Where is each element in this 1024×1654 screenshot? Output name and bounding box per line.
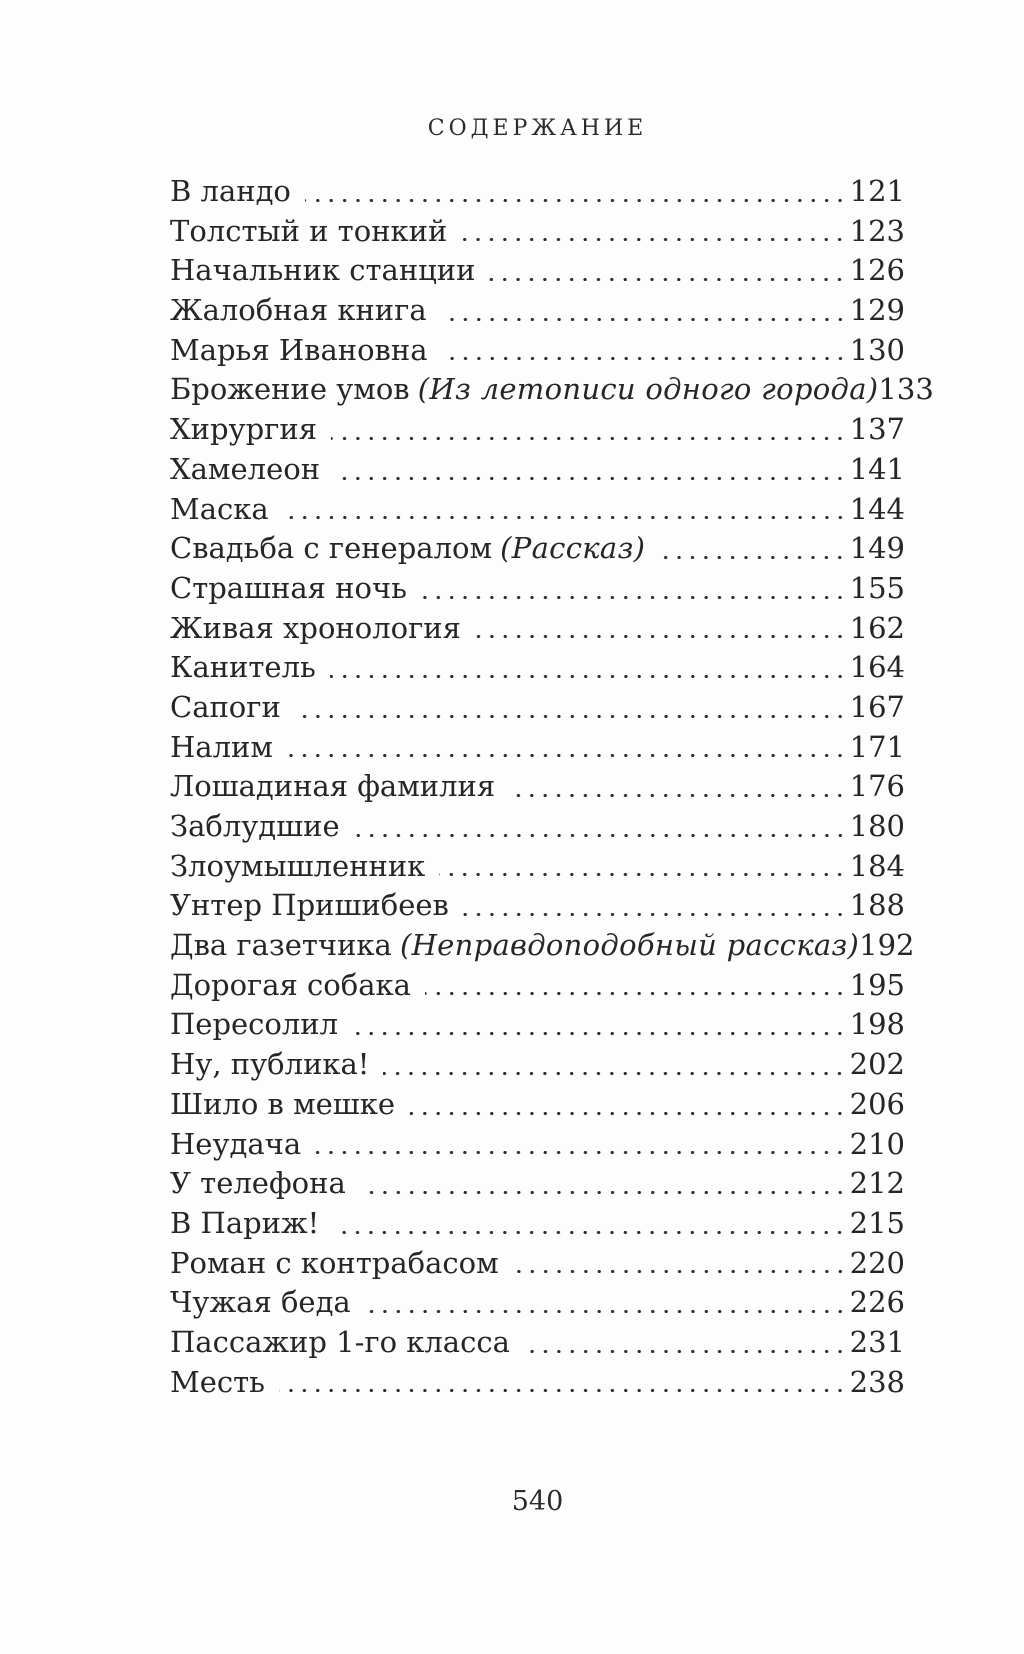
toc-entry-title [170, 569, 407, 609]
toc-entry-note: (Неправдоподобный рассказ) [399, 928, 860, 963]
dot-leader [475, 251, 849, 291]
toc-entry-title-text: Неудача [170, 1126, 302, 1161]
dot-leader [369, 1045, 849, 1085]
toc-entry-title-text: Хирургия [170, 412, 317, 447]
toc-entry-title-text: В Париж! [170, 1205, 320, 1240]
toc-entry-title-text: Хамелеон [170, 451, 321, 486]
toc-entry [170, 212, 905, 252]
toc-entry-page: 141 [849, 451, 905, 486]
dot-leader [428, 331, 850, 371]
dot-leader [499, 1244, 850, 1284]
dot-leader [320, 450, 850, 490]
toc-entry-title-text: Месть [170, 1364, 265, 1399]
toc-entry-title-text: У телефона [170, 1166, 346, 1201]
toc-entry-title-text: Пересолил [170, 1007, 339, 1042]
toc-entry-title-text: Шило в мешке [170, 1086, 396, 1121]
dot-leader [495, 767, 849, 807]
toc-entry [170, 1125, 905, 1165]
toc-entry-title-text: Унтер Пришибеев [170, 888, 449, 923]
toc-entry-page: 133 [878, 372, 934, 407]
toc-entry-title-text: Живая хронология [170, 610, 461, 645]
toc-entry-title [170, 847, 425, 887]
dot-leader [449, 886, 850, 926]
toc-entry-title-text: Заблудшие [170, 809, 340, 843]
toc-entry-page: 202 [849, 1047, 905, 1082]
toc-entry-page: 220 [849, 1245, 905, 1280]
dot-leader [317, 410, 850, 450]
toc-entry-title [170, 529, 645, 569]
toc-entry [170, 1204, 905, 1244]
toc-entry [170, 807, 905, 847]
toc-entry-page: 180 [849, 809, 905, 843]
toc-entry-title-text: Лошадиная фамилия [170, 769, 496, 804]
toc-entry-page: 137 [849, 412, 905, 447]
toc-entry [170, 370, 934, 410]
toc-entry-page: 184 [849, 848, 905, 883]
toc-entry [170, 886, 905, 926]
toc-entry-title-text: Жалобная книга [170, 293, 427, 328]
toc-entry-title-text: Канитель [170, 650, 316, 685]
toc-entry [170, 331, 905, 371]
toc-entry-title-text: Роман с контрабасом [170, 1245, 499, 1280]
toc-entry-title [170, 212, 447, 252]
toc-entry-page: 164 [849, 650, 905, 685]
toc-entry [170, 609, 905, 649]
toc-entry [170, 1164, 905, 1204]
toc-entry-page: 210 [849, 1126, 905, 1161]
toc-entry [170, 688, 905, 728]
toc-entry [170, 648, 905, 688]
dot-leader [407, 569, 850, 609]
dot-leader [291, 172, 850, 212]
toc-entry [170, 291, 905, 331]
toc-entry-page: 130 [849, 332, 905, 367]
toc-entry-title [170, 926, 859, 966]
toc-entry-page: 188 [849, 888, 905, 923]
dot-leader [427, 291, 850, 331]
toc-entry-title [170, 688, 281, 728]
toc-entry-title [170, 1244, 499, 1284]
toc-entry-title-text: Два газетчика [170, 928, 392, 963]
toc-entry-note: (Рассказ) [500, 531, 646, 566]
toc-entry [170, 1283, 905, 1323]
dot-leader [273, 728, 850, 768]
toc-entry [170, 490, 905, 530]
toc-entry [170, 450, 905, 490]
toc-entry [170, 1005, 905, 1045]
toc-entry [170, 1244, 905, 1284]
toc-entry-page: 167 [849, 689, 905, 724]
toc-entry [170, 926, 915, 966]
dot-leader [461, 609, 850, 649]
dot-leader [340, 807, 850, 847]
toc-entry-title-text: Толстый и тонкий [170, 213, 448, 248]
toc-entry-page: 121 [849, 174, 905, 208]
toc-entry-title [170, 1363, 265, 1403]
toc-entry-title [170, 172, 291, 212]
toc-entry-title [170, 1323, 510, 1363]
toc-entry [170, 767, 905, 807]
toc-list [170, 172, 934, 1402]
toc-entry-title [170, 1164, 346, 1204]
dot-leader [510, 1323, 850, 1363]
dot-leader [645, 529, 849, 569]
toc-entry-title-text: Маска [170, 491, 269, 526]
toc-entry-title [170, 1204, 319, 1244]
toc-entry-page: 195 [849, 967, 905, 1002]
toc-entry [170, 172, 905, 212]
toc-entry-title-text: Пассажир 1-го класса [170, 1324, 510, 1359]
toc-entry-page: 206 [849, 1086, 905, 1121]
toc-entry-title [170, 291, 427, 331]
toc-entry [170, 1045, 905, 1085]
toc-entry [170, 251, 905, 291]
page-number-footer: 540 [511, 1486, 564, 1517]
toc-entry-title [170, 807, 340, 847]
toc-entry-title [170, 966, 411, 1006]
toc-heading: СОДЕРЖАНИЕ [427, 116, 648, 141]
toc-entry-page: 171 [849, 729, 905, 764]
dot-leader [425, 847, 849, 887]
toc-entry-page: 129 [849, 293, 905, 328]
toc-entry-title [170, 767, 495, 807]
toc-entry [170, 1363, 905, 1403]
toc-entry [170, 1085, 905, 1125]
toc-entry [170, 728, 905, 768]
toc-entry-page: 155 [849, 570, 905, 605]
toc-entry-title-text: Свадьба с генералом [170, 531, 493, 566]
toc-entry [170, 410, 905, 450]
toc-entry-page: 123 [849, 213, 905, 248]
toc-entry-title-text: Страшная ночь [170, 570, 407, 605]
toc-entry-page: 215 [849, 1205, 905, 1240]
dot-leader [281, 688, 850, 728]
dot-leader [447, 212, 849, 252]
toc-entry-title [170, 728, 273, 768]
toc-entry-page: 226 [849, 1285, 905, 1320]
dot-leader [346, 1164, 850, 1204]
toc-entry [170, 1323, 905, 1363]
toc-entry-title-text: Злоумышленник [170, 848, 426, 883]
toc-entry-title [170, 251, 475, 291]
dot-leader [351, 1283, 850, 1323]
toc-entry-page: 126 [849, 253, 905, 288]
toc-entry-title [170, 1085, 395, 1125]
dot-leader [316, 648, 850, 688]
toc-entry-title [170, 886, 449, 926]
toc-entry-title [170, 1283, 351, 1323]
toc-entry [170, 847, 905, 887]
toc-entry-title-text: Сапоги [170, 689, 281, 724]
toc-entry-title [170, 410, 317, 450]
dot-leader [395, 1085, 850, 1125]
toc-entry-page: 198 [849, 1007, 905, 1042]
toc-entry-title [170, 609, 461, 649]
toc-entry-title [170, 331, 428, 371]
dot-leader [411, 966, 850, 1006]
toc-entry-page: 238 [849, 1364, 905, 1399]
toc-entry [170, 966, 905, 1006]
toc-entry-page: 176 [849, 769, 905, 804]
toc-entry-title [170, 370, 878, 410]
toc-entry-title [170, 1005, 338, 1045]
toc-entry-title [170, 450, 320, 490]
toc-entry-page: 231 [849, 1324, 905, 1359]
toc-entry-page: 149 [849, 531, 905, 566]
dot-leader [269, 490, 850, 530]
toc-entry-page: 162 [849, 610, 905, 645]
toc-entry-title-text: Чужая беда [170, 1285, 351, 1320]
toc-entry-title-text: Дорогая собака [170, 967, 411, 1002]
toc-entry [170, 529, 905, 569]
toc-entry-title-text: Налим [170, 729, 273, 764]
toc-entry-title [170, 648, 316, 688]
toc-entry-page: 192 [859, 928, 915, 963]
toc-entry-title-text: Ну, публика! [170, 1047, 370, 1082]
toc-entry-title-text: В ландо [170, 174, 291, 208]
toc-entry-title [170, 490, 269, 530]
toc-entry-note: (Из летописи одного города) [417, 372, 879, 407]
dot-leader [338, 1005, 850, 1045]
toc-entry-title-text: Марья Ивановна [170, 332, 428, 367]
dot-leader [301, 1125, 850, 1165]
toc-entry-title-text: Начальник станции [170, 253, 476, 288]
toc-entry [170, 569, 905, 609]
toc-entry-page: 144 [849, 491, 905, 526]
toc-entry-title-text: Брожение умов [170, 372, 410, 407]
toc-entry-title [170, 1125, 301, 1165]
dot-leader [265, 1363, 850, 1403]
toc-entry-title [170, 1045, 369, 1085]
toc-entry-page: 212 [849, 1166, 905, 1201]
dot-leader [319, 1204, 849, 1244]
